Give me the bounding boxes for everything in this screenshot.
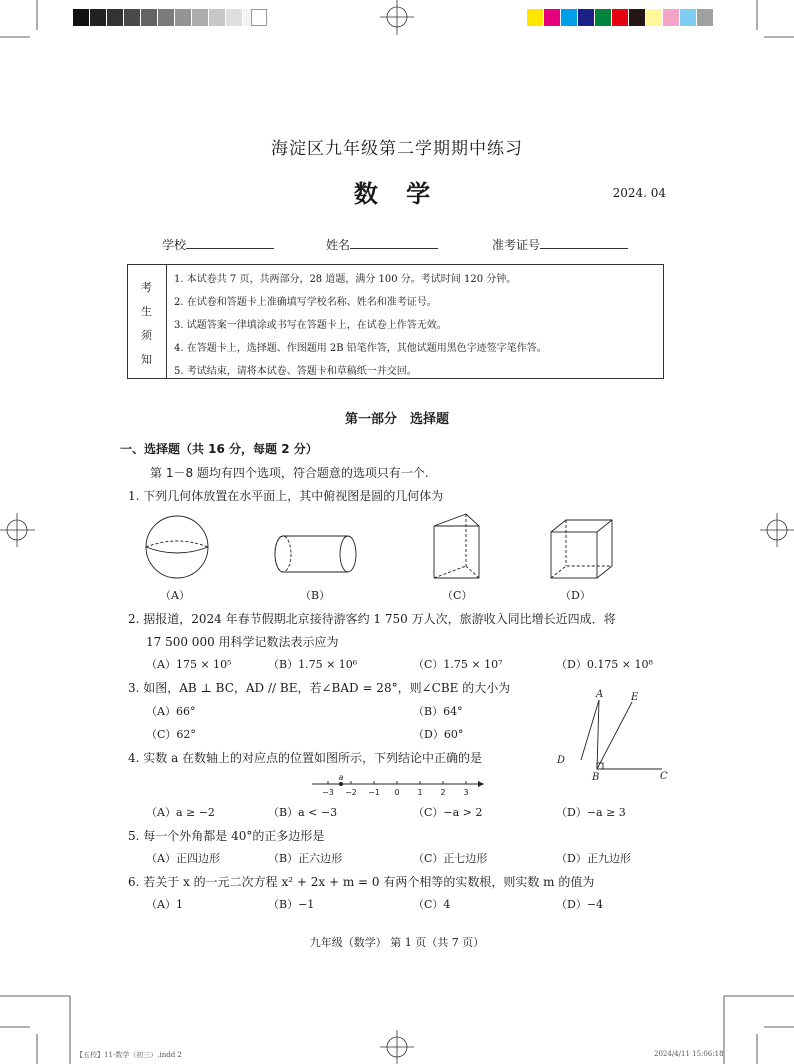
school-blank (186, 236, 274, 249)
tick-label: 2 (440, 788, 446, 797)
q5-option: （A）正四边形 (146, 852, 220, 865)
name-label: 姓名 (326, 238, 351, 252)
q3-option: （A）66° (146, 705, 196, 718)
q1-option-label: （B） (300, 589, 331, 602)
part1-title: 第一部分 选择题 (344, 412, 449, 427)
q3-option: （B）64° (413, 705, 463, 718)
note-item: 2. 在试卷和答题卡上准确填写学校名称、姓名和准考证号。 (174, 297, 437, 308)
candidate-notes-box (127, 264, 664, 379)
school-field (162, 236, 274, 253)
cube-figure (551, 520, 612, 578)
tick-label: −1 (368, 788, 380, 797)
page-footer: 九年级（数学） 第 1 页（共 7 页） (309, 936, 485, 949)
tick-label: 3 (463, 788, 469, 797)
exam-title: 海淀区九年级第二学期期中练习 (271, 139, 523, 159)
q3-option: （D）60° (413, 728, 464, 741)
q5-stem: 5. 每一个外角都是 40°的正多边形是 (128, 829, 325, 843)
sphere-figure (146, 516, 208, 578)
q4-option: （A）a ≥ −2 (146, 806, 215, 819)
section-heading: 一、选择题（共 16 分，每题 2 分） (120, 442, 318, 456)
q2-stem-line2: 17 500 000 用科学记数法表示应为 (146, 635, 339, 649)
notes-side-label: 考 生 须 知 (128, 265, 167, 378)
q1-option-label: （A） (160, 589, 190, 602)
section-instruction: 第 1－8 题均有四个选项，符合题意的选项只有一个. (150, 466, 429, 480)
tick-label: −3 (322, 788, 334, 797)
label-B: B (592, 772, 600, 782)
q2-option: （D）0.175 × 10⁸ (556, 658, 653, 671)
label-A: A (596, 689, 604, 700)
note-item: 1. 本试卷共 7 页，共两部分，28 道题，满分 100 分。考试时间 120 分钟。 (174, 274, 517, 285)
cylinder-figure (275, 536, 356, 572)
note-item: 4. 在答题卡上，选择题、作图题用 2B 铅笔作答，其他试题用黑色字迹签字笔作答。 (174, 343, 547, 354)
exam-date: 2024. 04 (612, 186, 666, 200)
q4-number-line (308, 772, 488, 798)
q2-option: （B）1.75 × 10⁶ (268, 658, 358, 671)
school-label: 学校 (162, 238, 187, 252)
q5-option: （C）正七边形 (413, 852, 488, 865)
subject-title: 数 学 (353, 179, 441, 208)
note-item: 5. 考试结束，请将本试卷、答题卡和草稿纸一并交回。 (174, 366, 417, 377)
q4-option: （D）−a ≥ 3 (556, 806, 626, 819)
q5-option: （B）正六边形 (268, 852, 343, 865)
q4-stem: 4. 实数 a 在数轴上的对应点的位置如图所示，下列结论中正确的是 (128, 751, 483, 765)
q6-stem: 6. 若关于 x 的一元二次方程 x² + 2x + m = 0 有两个相等的实数根，则实数 m 的值为 (128, 875, 595, 889)
point-a-label: a (338, 773, 344, 782)
exam-id-field (492, 236, 628, 253)
name-field (326, 236, 438, 253)
triangular-prism-figure (434, 514, 479, 578)
q2-stem-line1: 2. 据报道，2024 年春节假期北京接待游客约 1 750 万人次，旅游收入同比增长近四成．将 (128, 612, 616, 626)
print-slug-right: 2024/4/11 15:06:18 (654, 1050, 724, 1058)
tick-label: 1 (417, 788, 423, 797)
q3-stem: 3. 如图，AB ⊥ BC，AD // BE，若∠BAD = 28°，则∠CBE 的大小为 (128, 681, 511, 695)
q5-option: （D）正九边形 (556, 852, 631, 865)
q6-option: （B）−1 (268, 898, 315, 911)
label-D: D (557, 755, 566, 766)
label-C: C (660, 771, 668, 782)
exam-id-blank (540, 236, 628, 249)
exam-id-label: 准考证号 (492, 238, 541, 252)
q2-option: （A）175 × 10⁵ (146, 658, 232, 671)
print-slug-left: 【五校】11-数学（初三）.indd 2 (76, 1051, 182, 1059)
tick-label: −2 (345, 788, 357, 797)
name-blank (350, 236, 438, 249)
q6-option: （A）1 (146, 898, 183, 911)
q1-option-label: （C） (442, 589, 473, 602)
q2-option: （C）1.75 × 10⁷ (413, 658, 503, 671)
q6-option: （D）−4 (556, 898, 604, 911)
q4-option: （C）−a > 2 (413, 806, 483, 819)
tick-label: 0 (394, 788, 400, 797)
q3-option: （C）62° (146, 728, 196, 741)
q1-stem: 1. 下列几何体放置在水平面上，其中俯视图是圆的几何体为 (128, 489, 444, 503)
q1-solids-figure (130, 512, 640, 584)
q6-option: （C）4 (413, 898, 451, 911)
label-E: E (631, 692, 639, 703)
note-item: 3. 试题答案一律填涂或书写在答题卡上，在试卷上作答无效。 (174, 320, 447, 331)
q4-option: （B）a < −3 (268, 806, 338, 819)
q1-option-label: （D） (560, 589, 591, 602)
q3-angle-figure (550, 686, 680, 782)
